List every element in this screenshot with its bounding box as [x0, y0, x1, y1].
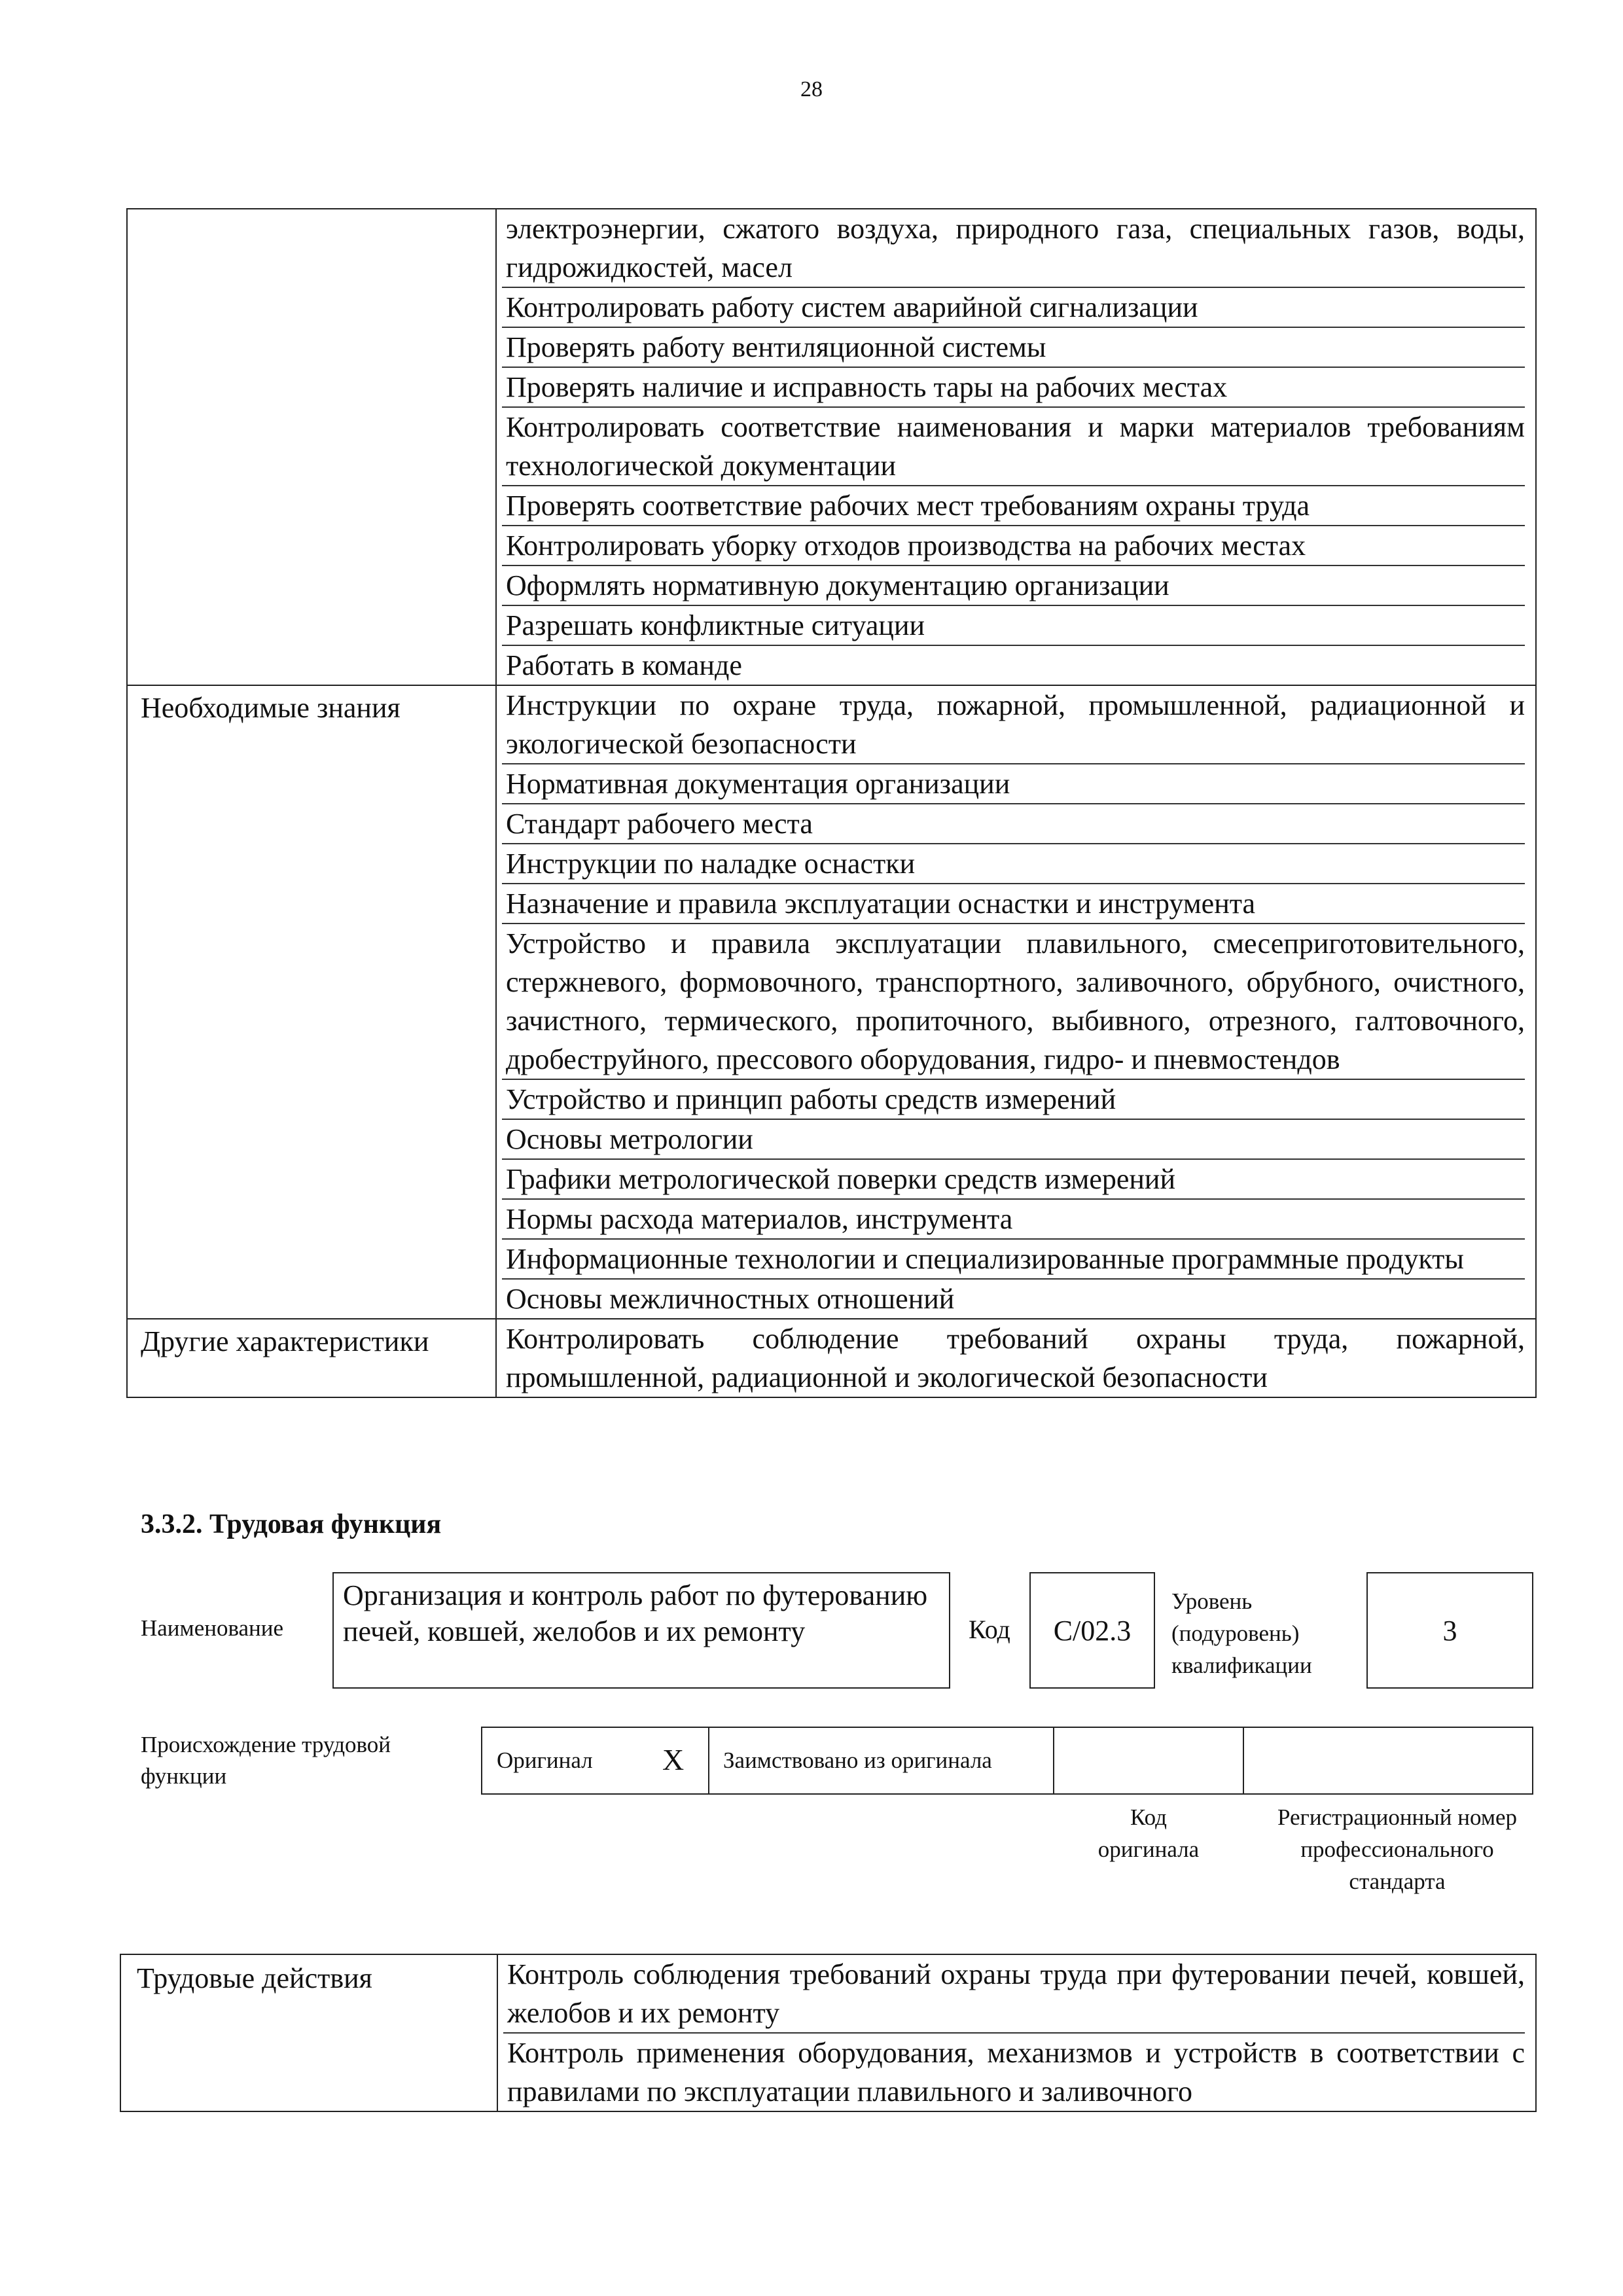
- row-items: [496, 685, 1536, 1319]
- list-item: Устройство и правила эксплуатации плавильного, смесеприготовительного, стержневого, формовочного, транспортного, заливочного, обрубного, очистного, зачистного, термического, пропиточного, выбивного, отрезного, галтовочного, дробеструйного, прессового оборудования, гидро- и пневмостендов: [502, 924, 1525, 1080]
- list-item: Оформлять нормативную документацию организации: [502, 566, 1525, 606]
- list-item: Назначение и правила эксплуатации оснастки и инструмента: [502, 884, 1525, 924]
- borrowed-label: Заимствовано из оригинала: [723, 1748, 992, 1773]
- code-value-box: [1029, 1572, 1155, 1689]
- code-label: Код: [969, 1615, 1010, 1644]
- original-label: Оригинал: [497, 1748, 593, 1773]
- list-item: Основы межличностных отношений: [506, 1283, 955, 1315]
- list-item: Контролировать соответствие наименования и марки материалов требованиям технологической документации: [502, 408, 1525, 486]
- reg-number-caption: Регистрационный номер профессионального стандарта: [1277, 1804, 1518, 1894]
- list-item: Информационные технологии и специализированные программные продукты: [502, 1240, 1525, 1280]
- list-item: Контроль соблюдения требований охраны труда при футеровании печей, ковшей, желобов и их ремонту: [503, 1955, 1525, 2034]
- list-item: Разрешать конфликтные ситуации: [502, 606, 1525, 646]
- list-item: Работать в команде: [506, 649, 742, 681]
- list-item: Контроль применения оборудования, механизмов и устройств в соответствии с правилами по эксплуатации плавильного и заливочного: [507, 2037, 1525, 2108]
- labor-actions-table: [120, 1954, 1537, 2112]
- row-label-other: Другие характеристики: [127, 1319, 496, 1397]
- table-row: [127, 209, 1536, 685]
- row-items: [497, 1954, 1536, 2111]
- list-item: Инструкции по охране труда, пожарной, промышленной, радиационной и экологической безопасности: [502, 686, 1525, 764]
- list-item: Проверять работу вентиляционной системы: [502, 328, 1525, 368]
- function-name-box: [332, 1572, 950, 1689]
- level-value: 3: [1442, 1614, 1457, 1647]
- row-items: [496, 209, 1536, 685]
- code-value: C/02.3: [1053, 1614, 1132, 1647]
- list-item: Контролировать уборку отходов производства на рабочих местах: [502, 526, 1525, 566]
- list-item: Нормы расхода материалов, инструмента: [502, 1200, 1525, 1240]
- row-label-actions: Трудовые действия: [120, 1954, 497, 2111]
- list-item: Стандарт рабочего места: [502, 804, 1525, 844]
- list-item: Проверять соответствие рабочих мест требованиям охраны труда: [502, 486, 1525, 526]
- list-item: Инструкции по наладке оснастки: [502, 844, 1525, 884]
- section-title: 3.3.2. Трудовая функция: [141, 1509, 442, 1539]
- table-row: [127, 685, 1536, 1319]
- page-number: 28: [800, 77, 823, 101]
- code-original-caption: Код оригинала: [1097, 1804, 1200, 1862]
- function-name-value: Организация и контроль работ по футерованию печей, ковшей, желобов и их ремонту: [343, 1579, 928, 1647]
- list-item: Основы метрологии: [502, 1120, 1525, 1160]
- list-item: Проверять наличие и исправность тары на рабочих местах: [502, 368, 1525, 408]
- list-item: Устройство и принцип работы средств измерений: [502, 1080, 1525, 1120]
- skills-knowledge-table: [126, 208, 1537, 1398]
- divider: [708, 1728, 709, 1793]
- name-label: Наименование: [141, 1615, 284, 1641]
- level-value-box: [1366, 1572, 1533, 1689]
- list-item: Графики метрологической поверки средств измерений: [502, 1160, 1525, 1200]
- origin-label: Происхождение трудовой функции: [141, 1732, 391, 1789]
- row-items: [496, 1319, 1536, 1397]
- level-label: Уровень (подуровень) квалификации: [1171, 1588, 1312, 1678]
- row-label-knowledge: Необходимые знания: [127, 685, 496, 1319]
- origin-row: [481, 1727, 1533, 1795]
- list-item: электроэнергии, сжатого воздуха, природного газа, специальных газов, воды, гидрожидкостей, масел: [502, 209, 1525, 288]
- divider: [1243, 1728, 1244, 1793]
- divider: [1053, 1728, 1054, 1793]
- table-row: [127, 1319, 1536, 1397]
- table-row: [120, 1954, 1536, 2111]
- row-label: [127, 209, 496, 685]
- original-mark: X: [662, 1743, 685, 1776]
- list-item: Нормативная документация организации: [502, 764, 1525, 804]
- list-item: Контролировать работу систем аварийной сигнализации: [502, 288, 1525, 328]
- list-item: Контролировать соблюдение требований охраны труда, пожарной, промышленной, радиационной и экологической безопасности: [506, 1323, 1525, 1393]
